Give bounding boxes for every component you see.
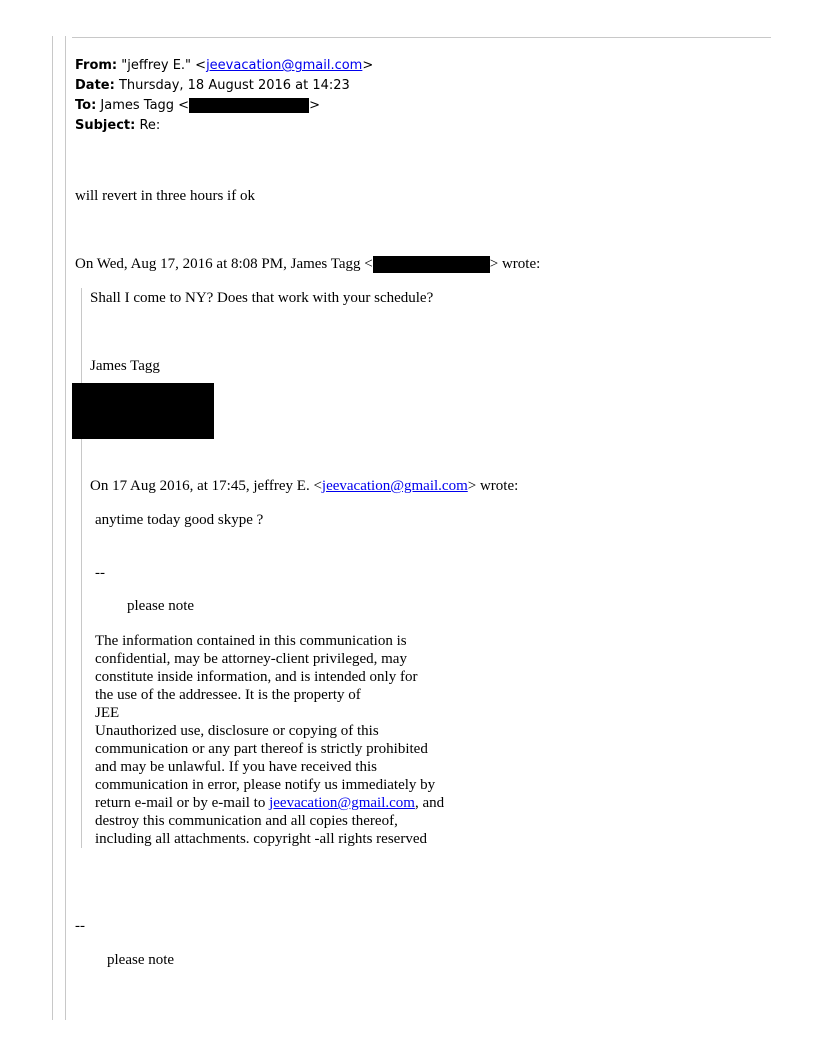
disclaimer-line: including all attachments. copyright -all rights reserved	[95, 831, 427, 847]
page-margin-line-inner	[65, 36, 66, 1020]
please-note: please note	[127, 598, 195, 614]
to-name: James Tagg <	[100, 98, 190, 113]
quote2-intro-post: > wrote:	[467, 478, 519, 494]
quote2-email-link[interactable]: jeevacation@gmail.com	[321, 478, 468, 494]
disclaimer-email-post: , and	[414, 795, 445, 811]
quote1-signature: James Tagg	[90, 358, 160, 374]
from-email-link[interactable]: jeevacation@gmail.com	[206, 58, 363, 73]
disclaimer-line: JEE	[95, 705, 120, 721]
disclaimer-line: communication in error, please notify us immediately by	[95, 777, 436, 793]
quote2-intro-pre: On 17 Aug 2016, at 17:45, jeffrey E. <	[90, 478, 322, 494]
from-label: From:	[75, 58, 118, 73]
quote-bar	[81, 288, 82, 848]
disclaimer-line: The information contained in this communication is	[95, 633, 407, 649]
from-close: >	[362, 58, 374, 73]
page-margin-line-outer	[52, 36, 53, 1020]
signature-redaction-block	[72, 383, 214, 439]
from-line	[75, 58, 373, 73]
disclaimer	[95, 632, 444, 848]
subject-line	[75, 118, 160, 133]
quote1-intro-pre: On Wed, Aug 17, 2016 at 8:08 PM, James Tagg <	[75, 256, 373, 272]
quote1-intro	[75, 256, 540, 273]
disclaimer-email-pre: return e-mail or by e-mail to	[95, 795, 270, 811]
reply-text: will revert in three hours if ok	[75, 188, 255, 204]
to-close: >	[309, 98, 320, 113]
footer-dashes: --	[75, 918, 85, 934]
subject-value: Re:	[139, 118, 161, 133]
disclaimer-line: Unauthorized use, disclosure or copying of this	[95, 723, 379, 739]
disclaimer-email-link[interactable]: jeevacation@gmail.com	[269, 795, 415, 811]
footer-please-note: please note	[107, 952, 175, 968]
quote1-question: Shall I come to NY? Does that work with your schedule?	[90, 290, 434, 306]
redaction-block	[189, 98, 309, 113]
signature-dashes: --	[95, 565, 105, 581]
redaction-block	[373, 256, 490, 273]
from-name: "jeffrey E." <	[121, 58, 207, 73]
quote1-intro-post: > wrote:	[489, 256, 541, 272]
disclaimer-line: and may be unlawful. If you have received this	[95, 759, 377, 775]
quote2-text: anytime today good skype ?	[95, 512, 264, 528]
to-line	[75, 98, 320, 113]
to-label: To:	[75, 98, 97, 113]
header-divider	[72, 37, 771, 38]
disclaimer-line: confidential, may be attorney-client privileged, may	[95, 651, 407, 667]
disclaimer-line: constitute inside information, and is intended only for	[95, 669, 418, 685]
date-label: Date:	[75, 78, 115, 93]
subject-label: Subject:	[75, 118, 136, 133]
date-value: Thursday, 18 August 2016 at 14:23	[118, 78, 350, 93]
disclaimer-line-email	[95, 794, 444, 812]
disclaimer-line: destroy this communication and all copies thereof,	[95, 813, 398, 829]
date-line	[75, 78, 350, 93]
quote2-intro	[90, 478, 518, 495]
disclaimer-line: communication or any part thereof is strictly prohibited	[95, 741, 428, 757]
disclaimer-line: the use of the addressee. It is the property of	[95, 687, 361, 703]
